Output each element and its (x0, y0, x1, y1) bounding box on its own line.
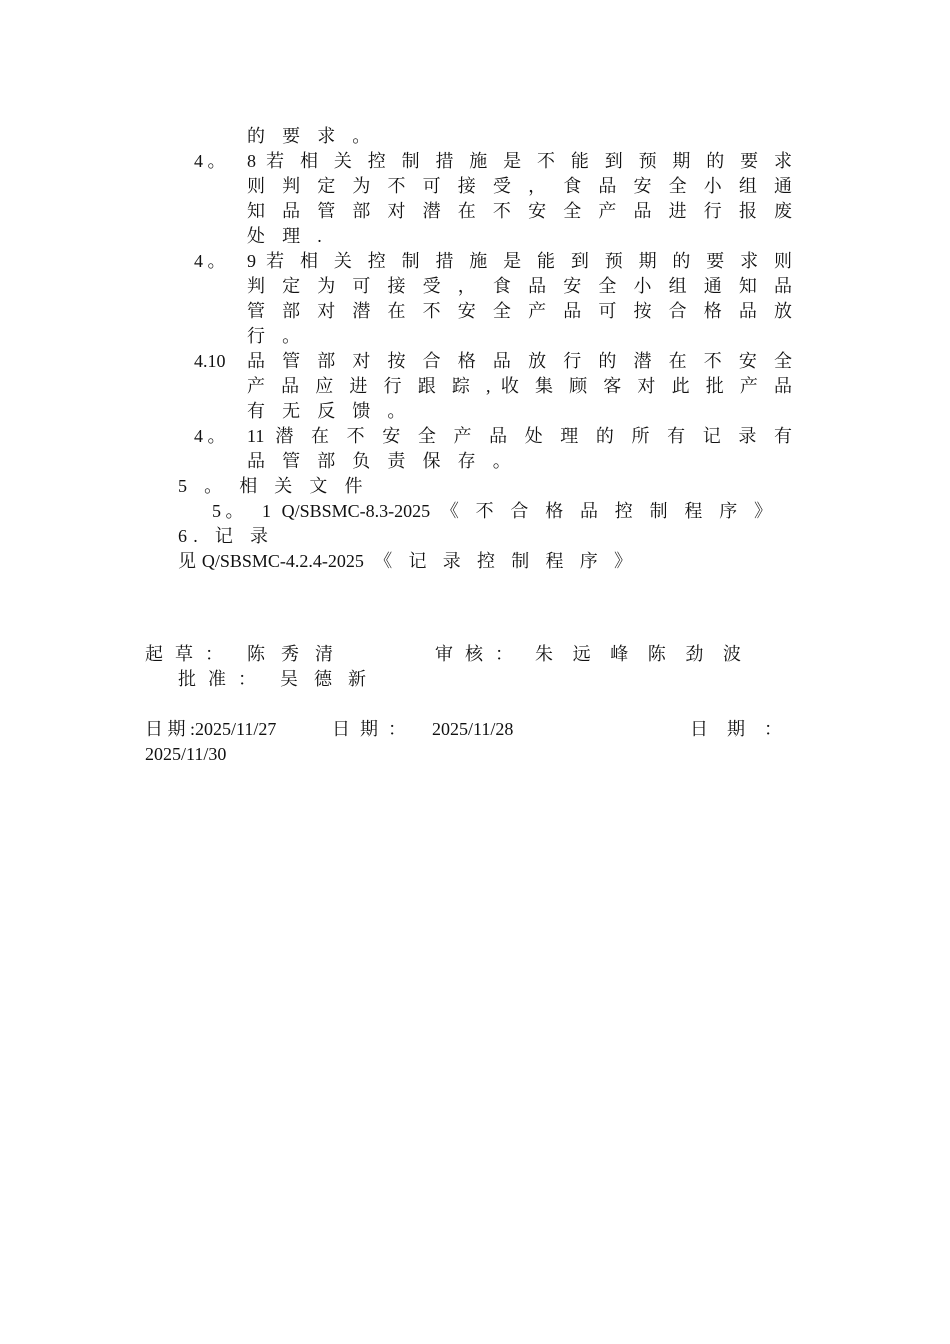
approver-label: 批 准 ： (178, 669, 256, 689)
text-line: 产 品 应 进 行 跟 踪 , 收 集 顾 客 对 此 批 产 品 (247, 376, 792, 396)
item-number: 4 。 (194, 251, 226, 271)
text-line: 有 无 反 馈 。 (247, 401, 412, 421)
reviewer-names: 朱 远 峰 陈 劲 波 (535, 644, 741, 664)
section-heading: 6. 记 录 (178, 526, 275, 546)
item-number: 4 。 (194, 426, 226, 446)
text-line: 11 潜 在 不 安 全 产 品 处 理 的 所 有 记 录 有 (247, 426, 792, 446)
text-line: 9 若 相 关 控 制 措 施 是 能 到 预 期 的 要 求 则 (247, 251, 792, 271)
date-reviewer-label: 日 期 ： (332, 719, 406, 739)
text-line: 品 管 部 负 责 保 存 。 (247, 451, 517, 471)
item-number: 4.10 (194, 351, 226, 371)
text-line: 8 若 相 关 控 制 措 施 是 不 能 到 预 期 的 要 求 (247, 151, 792, 171)
text-line: 见Q/SBSMC-4.2.4-2025 《 记 录 控 制 程 序 》 (178, 551, 632, 571)
text-line: 判 定 为 可 接 受 ， 食 品 安 全 小 组 通 知 品 (247, 276, 792, 296)
text-line: 知 品 管 部 对 潜 在 不 安 全 产 品 进 行 报 废 (247, 201, 792, 221)
item-number: 5 。 (212, 501, 244, 521)
text-line: 处 理 . (247, 226, 328, 246)
date-approver-value: 2025/11/30 (145, 744, 227, 764)
approver-name: 吴 德 新 (280, 669, 366, 689)
text-line: 1 Q/SBSMC-8.3-2025 《 不 合 格 品 控 制 程 序 》 (262, 501, 772, 521)
reviewer-label: 审 核 ： (435, 644, 513, 664)
drafter-label: 起 草 ： (145, 644, 223, 664)
text-line: 管 部 对 潜 在 不 安 全 产 品 可 按 合 格 品 放 (247, 301, 792, 321)
text-line: 的 要 求 。 (247, 126, 377, 146)
text-line: 则 判 定 为 不 可 接 受 ， 食 品 安 全 小 组 通 (247, 176, 792, 196)
text-line: 行 。 (247, 326, 307, 346)
section-heading: 5 。 相 关 文 件 (178, 476, 369, 496)
drafter-name: 陈 秀 清 (247, 644, 333, 664)
date-drafter: 日 期 :2025/11/27 (145, 719, 277, 739)
item-number: 4 。 (194, 151, 226, 171)
text-line: 品 管 部 对 按 合 格 品 放 行 的 潜 在 不 安 全 (247, 351, 792, 371)
date-approver-label: 日 期 ： (690, 719, 782, 739)
date-reviewer-value: 2025/11/28 (432, 719, 514, 739)
